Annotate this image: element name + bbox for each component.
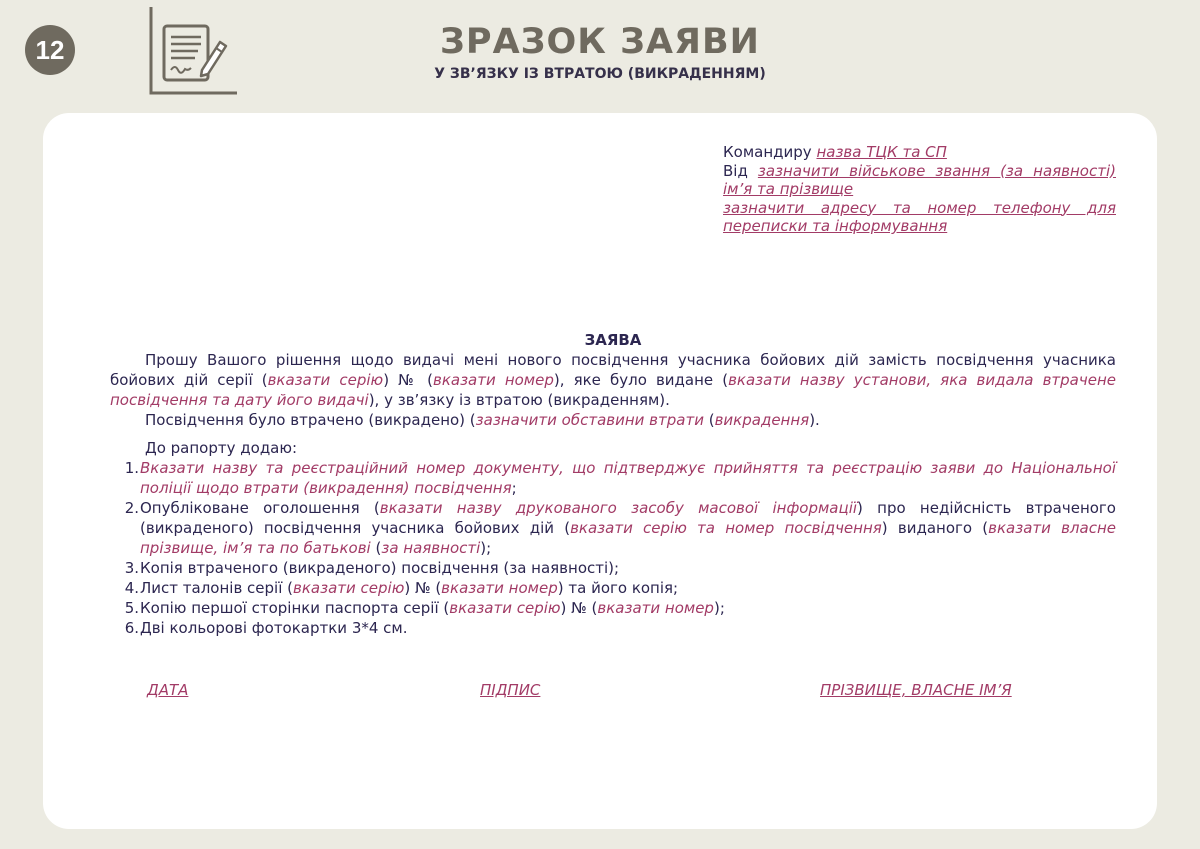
- request-text: Прошу Вашого рішення щодо видачі мені нового посвідчення учасника бойових дій замість посвідчення учасника бойових дій серії (: [110, 351, 1116, 389]
- certificate-number-placeholder: вказати серію та номер посвідчення: [570, 519, 882, 537]
- addressee-from-prefix: Від: [723, 161, 748, 180]
- list-item-number: 4.: [124, 579, 139, 597]
- addressee-to-prefix: Командиру: [723, 143, 812, 161]
- attachments-label: До рапорту додаю:: [145, 439, 298, 457]
- list-item-text: );: [713, 599, 725, 617]
- addressee-address-placeholder: зазначити адресу та номер телефону для переписки та інформування: [723, 198, 1116, 235]
- page-subtitle: У ЗВ’ЯЗКУ ІЗ ВТРАТОЮ (ВИКРАДЕННЯМ): [434, 66, 766, 82]
- list-item-number: 1.: [124, 459, 139, 477]
- page-number-badge: 12: [25, 25, 75, 75]
- list-item-text: ) № (: [404, 579, 442, 597]
- document-sheet: [43, 113, 1157, 829]
- list-item-text: Опубліковане оголошення (: [140, 499, 380, 517]
- addressee-to-placeholder: назва ТЦК та СП: [816, 143, 947, 161]
- request-paragraph: [110, 350, 1116, 410]
- list-item-text: Копія втраченого (викраденого) посвідчення (за наявності);: [140, 559, 620, 577]
- addressee-from-placeholder: зазначити військове звання (за наявності) ім’я та прізвище: [723, 161, 1116, 198]
- list-item-text: ) та його копія;: [557, 579, 679, 597]
- loss-text: Посвідчення було втрачено (викрадено) (: [145, 411, 476, 429]
- name-field: ПРІЗВИЩЕ, ВЛАСНЕ ІМ’Я: [820, 681, 1012, 699]
- date-field: ДАТА: [147, 681, 189, 699]
- request-text: ), у зв’язку із втратою (викраденням).: [368, 391, 670, 409]
- loss-paragraph: [110, 410, 1116, 430]
- loss-text: ).: [809, 411, 820, 429]
- list-item-text: ) про недійсність втраченого (викраденого) посвідчення учасника бойових дій (: [140, 499, 1116, 537]
- full-name-placeholder: вказати власне прізвище, ім’я та по батькові: [140, 519, 1116, 557]
- list-item-text: Копію першої сторінки паспорта серії (: [140, 599, 450, 617]
- request-text: ), яке було видане (: [553, 371, 729, 389]
- list-item-text: );: [480, 539, 492, 557]
- if-available-placeholder: за наявності: [381, 539, 481, 557]
- attachments-list: [110, 458, 1116, 638]
- list-item-number: 6.: [124, 619, 139, 637]
- addressee-from: [723, 162, 1116, 199]
- list-item: [110, 578, 1116, 598]
- page-title: ЗРАЗОК ЗАЯВИ: [440, 22, 760, 62]
- number-placeholder: вказати номер: [597, 599, 714, 617]
- circumstances-placeholder: зазначити обставини втрати: [475, 411, 704, 429]
- list-item: [110, 458, 1116, 498]
- list-item-text: ) № (: [560, 599, 598, 617]
- request-text: ) № (: [383, 371, 433, 389]
- police-document-placeholder: Вказати назву та реєстраційний номер документу, що підтверджує прийняття та реєстрацію заяви до Національної поліції щодо втрати (викрадення) посвідчення: [140, 459, 1116, 497]
- addressee-block: [723, 143, 1116, 236]
- signature-field: ПІДПИС: [480, 681, 541, 699]
- loss-text: (: [703, 411, 715, 429]
- number-placeholder: вказати номер: [441, 579, 558, 597]
- series-placeholder: вказати серію: [449, 599, 561, 617]
- list-item-text: ) виданого (: [881, 519, 989, 537]
- series-placeholder: вказати серію: [293, 579, 405, 597]
- list-item: [110, 498, 1116, 558]
- theft-placeholder: викрадення: [714, 411, 810, 429]
- list-item: [110, 598, 1116, 618]
- number-placeholder: вказати номер: [432, 371, 554, 389]
- application-title: ЗАЯВА: [584, 331, 642, 349]
- application-body: [110, 330, 1116, 638]
- series-placeholder: вказати серію: [267, 371, 384, 389]
- list-item-text: Лист талонів серії (: [140, 579, 294, 597]
- list-item-text: ;: [511, 479, 517, 497]
- issuer-placeholder: вказати назву установи, яка видала втрачене посвідчення та дату його видачі: [110, 371, 1116, 409]
- list-item-text: (: [370, 539, 382, 557]
- list-item-number: 5.: [124, 599, 139, 617]
- list-item-text: Дві кольорові фотокартки 3*4 см.: [140, 619, 408, 637]
- list-item-number: 3.: [124, 559, 139, 577]
- list-item: [110, 558, 1116, 578]
- addressee-to: [723, 143, 1116, 162]
- media-placeholder: вказати назву друкованого засобу масової інформації: [379, 499, 858, 517]
- list-item-number: 2.: [124, 499, 139, 517]
- list-item: [110, 618, 1116, 638]
